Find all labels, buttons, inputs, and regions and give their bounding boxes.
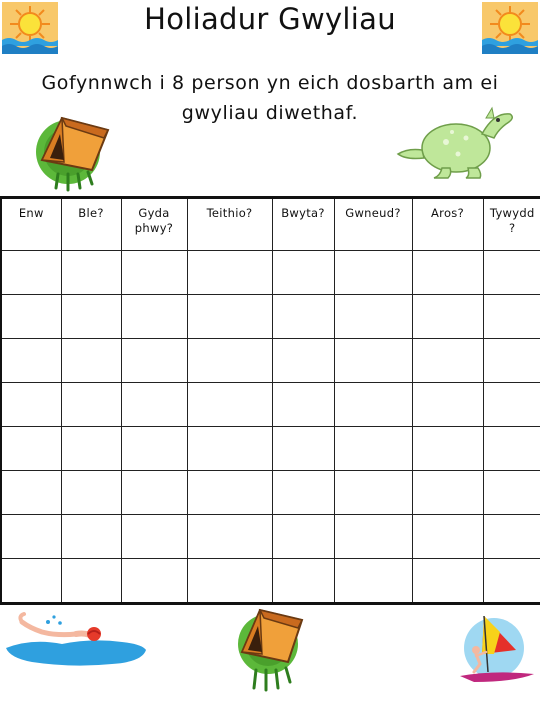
column-header-label: Enw — [18, 206, 44, 220]
table-cell[interactable] — [187, 515, 272, 559]
sun-over-sea-icon — [482, 2, 538, 54]
survey-table — [0, 196, 540, 605]
column-header-label: Ble? — [78, 206, 104, 220]
table-cell[interactable] — [1, 339, 61, 383]
table-cell[interactable] — [334, 383, 412, 427]
table-cell[interactable] — [483, 383, 540, 427]
table-cell[interactable] — [334, 251, 412, 295]
table-cell[interactable] — [61, 559, 121, 604]
table-cell[interactable] — [483, 559, 540, 604]
table-cell[interactable] — [61, 427, 121, 471]
green-creature-icon — [394, 104, 520, 180]
windsurfer-icon — [454, 610, 538, 688]
table-cell[interactable] — [1, 295, 61, 339]
tent-icon — [232, 598, 308, 694]
table-cell[interactable] — [121, 295, 187, 339]
table-cell[interactable] — [1, 471, 61, 515]
table-cell[interactable] — [187, 251, 272, 295]
table-cell[interactable] — [1, 251, 61, 295]
table-cell[interactable] — [272, 515, 334, 559]
table-cell[interactable] — [121, 559, 187, 604]
table-cell[interactable] — [483, 515, 540, 559]
instructions-line-1: Gofynnwch i 8 person yn eich dosbarth am ei — [41, 72, 499, 94]
column-header-label: Tywydd — [489, 206, 535, 220]
table-row — [1, 339, 540, 383]
column-header-label: Bwyta? — [281, 206, 325, 220]
table-cell[interactable] — [187, 339, 272, 383]
table-cell[interactable] — [61, 383, 121, 427]
table-cell[interactable] — [334, 427, 412, 471]
table-cell[interactable] — [61, 295, 121, 339]
table-cell[interactable] — [483, 471, 540, 515]
table-cell[interactable] — [412, 427, 483, 471]
table-cell[interactable] — [272, 339, 334, 383]
table-cell[interactable] — [1, 383, 61, 427]
tent-icon — [28, 104, 118, 192]
table-cell[interactable] — [187, 559, 272, 604]
page-title: Holiadur Gwyliau — [144, 2, 396, 36]
table-cell[interactable] — [1, 427, 61, 471]
table-cell[interactable] — [412, 383, 483, 427]
table-cell[interactable] — [334, 295, 412, 339]
table-cell[interactable] — [272, 251, 334, 295]
table-cell[interactable] — [121, 251, 187, 295]
table-row — [1, 251, 540, 295]
column-header — [1, 198, 61, 251]
table-cell[interactable] — [412, 339, 483, 383]
column-header-label: Gwneud? — [345, 206, 401, 220]
instructions-line-2: gwyliau diwethaf. — [181, 102, 359, 124]
column-header — [412, 198, 483, 251]
table-cell[interactable] — [187, 383, 272, 427]
table-cell[interactable] — [334, 515, 412, 559]
table-cell[interactable] — [187, 427, 272, 471]
column-header — [272, 198, 334, 251]
table-row — [1, 383, 540, 427]
column-header-label: ? — [509, 221, 516, 235]
table-cell[interactable] — [483, 295, 540, 339]
table-row — [1, 515, 540, 559]
table-cell[interactable] — [187, 471, 272, 515]
sun-over-sea-icon — [2, 2, 58, 54]
column-header — [121, 198, 187, 251]
column-header — [334, 198, 412, 251]
table-cell[interactable] — [334, 339, 412, 383]
table-cell[interactable] — [483, 427, 540, 471]
table-cell[interactable] — [121, 339, 187, 383]
table-cell[interactable] — [121, 515, 187, 559]
column-header — [187, 198, 272, 251]
table-cell[interactable] — [483, 251, 540, 295]
column-header — [61, 198, 121, 251]
table-cell[interactable] — [1, 559, 61, 604]
table-cell[interactable] — [412, 515, 483, 559]
column-header-label: Gyda — [138, 206, 170, 220]
table-cell[interactable] — [1, 515, 61, 559]
table-cell[interactable] — [61, 339, 121, 383]
table-cell[interactable] — [334, 559, 412, 604]
table-cell[interactable] — [121, 383, 187, 427]
table-cell[interactable] — [412, 251, 483, 295]
table-cell[interactable] — [272, 559, 334, 604]
table-cell[interactable] — [412, 559, 483, 604]
table-row — [1, 427, 540, 471]
swimmer-icon — [2, 608, 150, 668]
table-cell[interactable] — [272, 471, 334, 515]
table-cell[interactable] — [272, 427, 334, 471]
column-header-label: Teithio? — [206, 206, 253, 220]
table-header-row — [1, 198, 540, 251]
table-cell[interactable] — [121, 471, 187, 515]
table-cell[interactable] — [412, 471, 483, 515]
column-header-label: phwy? — [134, 221, 174, 235]
table-row — [1, 295, 540, 339]
table-cell[interactable] — [483, 339, 540, 383]
table-cell[interactable] — [412, 295, 483, 339]
column-header — [483, 198, 540, 251]
column-header-label: Aros? — [431, 206, 464, 220]
table-cell[interactable] — [272, 295, 334, 339]
table-row — [1, 559, 540, 604]
table-cell[interactable] — [334, 471, 412, 515]
table-cell[interactable] — [121, 427, 187, 471]
table-cell[interactable] — [61, 251, 121, 295]
table-cell[interactable] — [61, 515, 121, 559]
table-cell[interactable] — [272, 383, 334, 427]
table-row — [1, 471, 540, 515]
table-cell[interactable] — [61, 471, 121, 515]
table-cell[interactable] — [187, 295, 272, 339]
